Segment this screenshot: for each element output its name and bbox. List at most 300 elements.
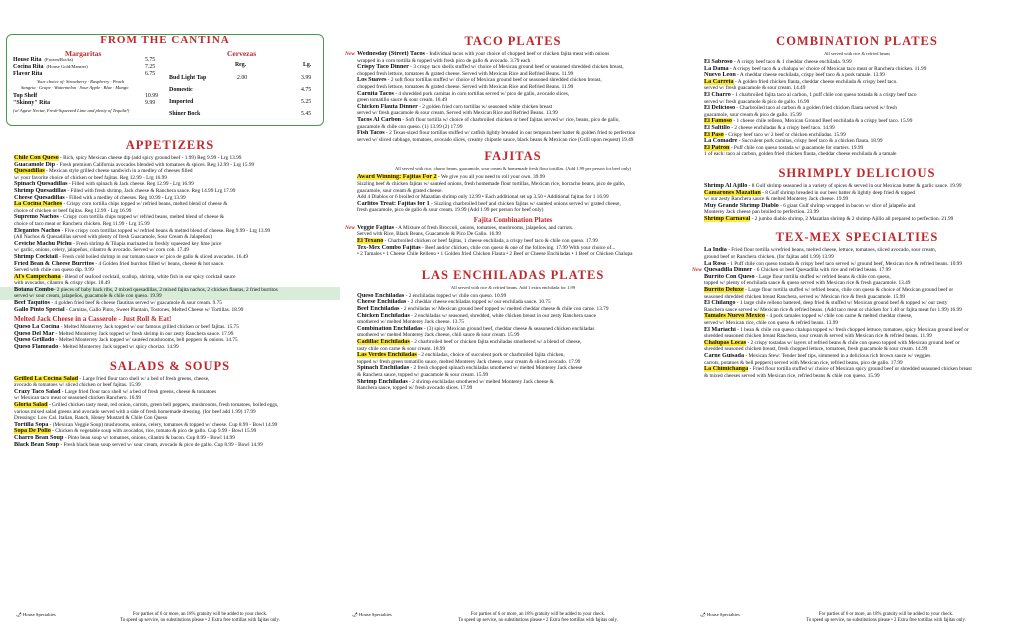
menu-item-continuation [343,137,683,144]
menu-item-continuation [690,280,1024,287]
menu-item [0,155,340,162]
item-desc: served w/ fresh guacamole & sour cream. Served with Mexican Rice and Refried Beans. 13.99 [357,110,558,117]
item-name: El Delicioso [704,105,736,112]
menu-item-continuation [690,320,1024,327]
item-desc: tasty chile con carne & sour cream. 18.99 [357,345,446,352]
item-desc: - A crispy beef taco & a chalupa w/ choice of Mexican taco meat or Ranchera chicken. 11.99 [729,65,927,72]
menu-item-continuation [0,175,340,182]
menu-item [0,324,340,331]
margarita-row [13,71,48,77]
item-name: Shrimp Carnaval [704,215,751,222]
item-desc: Dressings: Low Cal. Italian, Ranch, Honey Mustard & Chile Con Queso [14,415,168,422]
left-column [0,134,340,448]
item-desc: various mixed salad greens and avocado served with a side of fresh homemade dressing. (for beef add 1.99) 17.99 [14,408,256,415]
item-name: Quesadillas [14,168,45,175]
item-desc: - Fresh shrimp & Tilapia marinated in freshly squeezed key lime juice [73,240,222,247]
item-desc: served w/ sliced cabbage, tomatoes, avocado slices, creamy chipotle sauce, black beans & Mexican rice (Grill upon request) 19.49 [357,136,634,143]
item-name: Shrimp Quesadillas [14,187,67,194]
item-name: Al's Campechana [14,273,61,280]
item-name: Chicken Flauta Dinner [357,103,418,110]
item-name: La India [704,247,727,254]
item-desc: topped w/ plenty of enchilada sauce & queso served with Mexican rice & fresh guacamole. 13.49 [704,280,911,287]
item-name: Crazy Taco Salad [14,388,61,395]
menu-item [0,201,340,208]
item-desc: shredded seasoned chicken breast Ranchera, sour cream & served with Mexican rice & refried beans. 11.99 [704,333,932,340]
item-name: Tamales Nuevo Mexico [704,313,765,320]
menu-item [690,274,1024,281]
item-name: Sopa De Pollo [14,428,51,435]
menu-item-continuation [0,267,340,274]
footer-line1: For parties of 6 or more, an 18% gratuity will be added to your check. [818,612,954,617]
item-desc: - Fried flour tortilla w/refried beans, melted cheese, lettuce, tomatoes, sliced avocado, sour cream, [728,247,937,254]
item-desc: - 1 bean & chile con queso chalupa topped w/ fresh chopped lettuce, tomatoes, spicy Mexican ground beef or [737,326,969,333]
item-desc: - Fresh premium California avocados blended with tomatoes & spices. Reg 12.99 - Lrg 15.99 [56,161,255,168]
item-desc: 1 of each: taco al carbon, golden fried chicken flauta, cheddar cheese enchilada & a tamale [704,151,897,158]
menu-item-continuation [343,346,683,353]
item-desc: - Blend of seafood cocktail, scallop, shrimp, white fish in our spicy cocktail sauce [61,273,236,280]
item-desc: - 2 Texas-sized flour tortillas stuffed w/ catfish lightly breaded in our tempura beer batter & golden fried to perfection [386,130,636,137]
menu-item [0,422,340,429]
menu-item [0,274,340,281]
item-desc: - Large flour tortilla stuffed w/ refried beans & chile con queso, [755,273,891,280]
menu-item [343,64,683,71]
item-desc: - Filled with spinach & Jack cheese. Reg 12.99 - Lrg 16.99 [68,181,194,188]
menu-item-continuation [0,382,340,389]
right-column [690,30,1024,379]
footer-3 [756,612,1016,624]
cervezas-heading: Cervezas [227,49,257,58]
menu-item [0,337,340,344]
item-desc: - 1 charbroiled fajita taco al carbon, 1 puff chile con queso tostada & a crispy beef taco [732,91,917,98]
menu-item [690,183,1024,190]
item-desc: guacamole & chile con queso. (1) 13.99 (2) 17.99 [357,123,463,130]
menu-item [690,247,1024,254]
cerveza-lg-price: 5.25 [301,99,312,105]
menu-item-continuation [343,194,683,201]
item-desc: - 1 cheese chile relleno, Mexican Ground Beef enchilada & a crispy beef taco. 15.99 [733,118,913,125]
item-name: Ceviche Machu Pichu [14,240,72,247]
item-desc: - A Mixture of fresh Broccoli, onions, tomatoes, mushrooms, jalapeños, and carrots. [395,224,574,231]
lg-label: Lg. [303,62,312,68]
item-desc: - Puff chile con queso tostada w/ guacamole for starters. 19.99 [730,144,864,151]
item-desc: - 2 enchiladas w/ seasoned, shredded, white chicken breast in our zesty Ranchera sauce [411,312,596,319]
menu-item [690,66,1024,73]
menu-item [0,376,340,383]
item-name: El Paso [704,131,724,138]
menu-item [690,327,1024,334]
item-name: Grilled La Cocina Salad [14,375,79,382]
item-name: La Cocina Nachos [14,201,63,208]
item-desc: - Soft flour tortilla w/ choice of charbroiled chicken or beef fajitas served w/ rice, beans, pico de gallo, [402,116,620,123]
item-name: Las Verdes Enchiladas [357,352,417,359]
menu-item-continuation [343,319,683,326]
item-name: El Charro [704,91,731,98]
item-desc: - Crispy beef taco w/ 2 beef or chicken enchiladas. 15.99 [725,131,846,138]
item-desc: - Melted Monterrey Jack topped w/ our famous grilled chicken or beef fajitas. 15.75 [60,324,239,331]
item-desc: - 4 Golden fried burritos filled w/ beans, cheese & hot sauce. [95,260,225,267]
cerveza-reg-price: 2.00 [237,75,248,81]
item-desc: - Large fried flour taco shell w/ a bed of fresh greens, cheese, [79,375,210,382]
item-name: Tacos Al Carbon [357,116,402,123]
item-name: Carlitos Treat: Fajitas for 1 [357,200,430,207]
skinny-note: (w/ Agave Nectar, Fresh-Squeezed Lime and plenty of Tequila!) [13,108,130,113]
item-desc: - 6 giant Gulf shrimp wrapped in bacon w/ slice of jalapeño and [780,202,916,209]
item-name: Los Suaves [357,77,387,84]
item-desc: - 2 enchiladas, choice of succulent pork or charbroiled fajita chicken, [418,352,565,359]
item-name: Award Winning: Fajitas For 2 [357,174,437,181]
item-desc: - 2 shrimp enchiladas smothered w/ melted Monterey Jack cheese & [409,378,554,385]
botana-desc2: served w/ sour cream, jalapeños, guacamole & chile con queso. 19.99 [14,293,162,300]
item-name: Cheese Quesadillas [14,194,65,201]
item-desc: Served with chile con queso dip. 9.99 [14,267,94,274]
footer-logo-1 [16,612,56,617]
item-desc: with avocados, cilantro & crispy chips. 18.49 [14,280,111,287]
menu-item-continuation [343,58,683,65]
footer-line2: To speed up service, no substitutions please • 2 Extra free tortillas with fajitas only. [120,618,280,623]
item-desc: choice of taco meat or Ranchera chicken. Reg 11.99 - Lrg 15.99 [14,220,150,227]
menu-item [690,313,1024,320]
menu-item [343,293,683,300]
menu-item-continuation [690,209,1024,216]
menu-item-continuation [343,359,683,366]
menu-item [343,201,683,208]
menu-item [343,299,683,306]
item-desc: - Sizzling charbroiled beef and chicken fajitas w/ sautéed onions served w/ grated cheese, [431,200,621,207]
menu-item-continuation [343,207,683,214]
item-desc: - A golden fried chicken flauta, cheddar cheese enchilada & crispy beef taco. [734,78,898,85]
item-desc: - Mexican Stew: Tender beef tips, simmered in a delicious rich brown sauce w/ veggies [745,352,931,359]
item-desc: - Rich, spicy Mexican cheese dip (add spicy ground beef - 1.99) Reg 9.99 - Lrg 13.99 [60,155,242,161]
item-desc: smothered w/ melted Monterey Jack cheese. 13.75 [357,319,465,326]
menu-item [690,72,1024,79]
item-desc: served w/ fresh guacamole & sour cream. 14.49 [704,85,806,92]
footer-line1: For parties of 6 or more, an 18% gratuity will be added to your check. [132,612,268,617]
item-name: Wednesday (Street) Tacos [357,51,425,57]
item-name: El Texano [357,238,384,245]
item-desc: - We give you all you need to roll your own. 39.99 [437,174,545,181]
item-desc: - 2 fresh chopped spinach enchiladas smothered w/ melted Monterey Jack cheese [410,365,583,372]
menu-item-continuation [690,112,1024,119]
footer-2 [408,612,668,624]
item-desc: seasoned shredded chicken breast Ranchera, served w/ Mexican rice & fresh guacamole. 15.99 [704,293,906,300]
footer-line2: To speed up service, no substitutions please • 2 Extra free tortillas with fajitas only. [806,618,966,623]
item-name: Gloria Salad [14,402,48,408]
item-desc: - Succulent pork carnitas, crispy beef taco & a chicken flauta. 18.99 [738,138,883,145]
item-desc: • 2 Tamales • 1 Cheese Chile Relleno • 1 Golden fried Chicken Flauta • 2 Beef or Cheese Enchiladas • 1 Beef or Chicken Chalupa [357,251,633,258]
item-name: Chalupas Locas [704,339,747,346]
item-desc: - 3 crispy taco shells stuffed w/ choice of Mexican ground beef or seasoned shredded chicken breast, [410,64,624,71]
item-name: La Dama [704,65,729,72]
menu-item [343,365,683,372]
menu-item-continuation [343,385,683,392]
menu-item [690,190,1024,197]
menu-item [690,92,1024,99]
footer-line1: For parties of 6 or more, an 18% gratuity will be added to your check. [470,612,606,617]
menu-item [0,241,340,248]
pepper-icon: 🌶 [352,612,358,617]
item-desc: avocado & tomatoes w/ sliced chicken or beef fajitas. 15.99 [14,382,141,389]
new-badge: New [692,267,703,274]
cerveza-name: Imported [169,99,194,105]
item-name: Queso Grillado [14,337,55,344]
menu-item-continuation [690,307,1024,314]
menu-item-continuation [690,346,1024,353]
item-name: Burrito Con Queso [704,273,755,280]
item-name: El Saltillo [704,124,730,131]
menu-item [343,91,683,98]
item-desc: - Charbroiled chicken or beef fajitas, 1 cheese enchilada, a crispy beef taco & chile con queso. 17.99 [384,238,598,245]
item-desc: - 2 enchiladas topped w/ chile con queso. 10.99 [405,292,507,299]
item-desc: carrots, potatoes & bell peppers) served with Mexican rice, refried beans, pico de gallo. 17.99 [704,359,903,366]
footer-logo-3 [700,612,740,617]
item-desc: shredded seasoned chicken breast, fresh chopped lettuce, tomatoes, fresh guacamole & sour cream. 14.99 [704,346,928,353]
menu-item [0,442,340,449]
item-desc: - 2 cheese enchiladas & a crispy beef taco. 14.99 [731,124,835,131]
menu-item [343,174,683,181]
fajitas-title: FAJITAS [484,149,542,164]
menu-item-continuation [0,247,340,254]
menu-item-continuation [0,221,340,228]
cerveza-row [169,87,193,93]
footer-line2: To speed up service, no substitutions please • 2 Extra free tortillas with fajitas only. [458,618,618,623]
item-desc: - Filled with fresh shrimp, Jack cheese & Ranchera sauce. Reg 14.99 Lrg 17.99 [67,187,236,194]
menu-item-continuation [343,332,683,339]
item-desc: Sizzling beef & chicken fajitas w/ sautéed onions, fresh homemade flour tortillas, Mexican rice, borracho beans, pico de gallo, [357,180,626,187]
item-desc: - Fried flour tortilla stuffed w/ choice of Mexican spicy ground beef or shredded seasoned chicken breast [749,366,972,373]
menu-item [690,287,1024,294]
menu-item [0,214,340,221]
margarita-note: (House Gold/Marnier) [46,64,88,69]
item-desc: w/ garlic, onions, celery, jalapeños, cilantro & avocado. Served w/ corn cob. 17.49 [14,247,189,254]
menu-item-continuation [0,395,340,402]
item-desc: fresh guacamole, pico de gallo & sour cream. 19.99 (Add 1.99 per person for beef only) [357,207,544,214]
pepper-icon: 🌶 [16,612,22,617]
menu-item-continuation [343,372,683,379]
cerveza-name: Domestic [169,87,193,93]
item-name: Spinach Enchiladas [357,365,410,372]
item-desc: - Melted Monterrey Jack topped w/ sautéed mushrooms, bell peppers & onions. 14.75 [55,337,238,344]
flavors-note-2: Sangria · Grape · Watermelon · Sour Apple · Blue · Mango [21,85,129,90]
item-name: Queso Enchiladas [357,292,405,299]
item-desc: - 1 Puff chile con queso tostada & crispy beef taco served w/ ground beef, Mexican rice & refried beans. 10.99 [727,260,962,267]
item-name: Quesadilla Dinner [704,267,753,274]
item-desc: - A crispy beef taco & 1 cheddar cheese enchilada. 9.99 [733,59,852,65]
menu-item-continuation [690,151,1024,158]
item-name: Cheese Enchiladas [357,299,407,306]
menu-item [343,245,683,252]
item-desc: guacamole, sour cream & pico de gallo. 15.99 [704,111,802,118]
menu-item [0,188,340,195]
margarita-name: Cocina Rita [13,64,44,70]
item-desc: chopped fresh lettuce, tomatoes & grated cheese. Served with Mexican Rice and Refried Beans. 11.99 [357,70,574,77]
menu-item [343,238,683,245]
menu-item [690,216,1024,223]
item-desc: - 2 enchiladas w/ Mexican ground beef topped w/ melted cheddar cheese & chile con carne. 13.79 [400,306,609,313]
item-desc: - Fresh black bean soup served w/ sour cream, avocado & pico de gallo. Cup 8.99 - Bowl 14.99 [60,441,263,448]
item-desc: - Carnitas, Gallo Pinto, Sweet Plantain, Tostones, Melted Cheese w/ Tortillas. 18.99 [65,306,244,313]
item-desc: - 2 cheddar cheese enchiladas topped w/ our enchilada sauce. 10.75 [407,299,551,306]
menu-item [0,331,340,338]
item-desc: Ranchera sauce, topped w/ fresh avocado slices. 17.99 [357,385,473,392]
menu-item [690,261,1024,268]
item-name: Shrimp Al Ajillo [704,182,748,189]
margarita-name: Flavor Rita [13,71,43,77]
menu-item-continuation [343,251,683,258]
menu-item [690,145,1024,152]
item-name: Shrimp Enchiladas [357,378,408,385]
item-name: Guacamole Dip [14,161,56,168]
menu-item [343,51,683,58]
item-desc: - Individual tacos with your choice of chopped beef or chicken fajita meat with onions [426,51,610,57]
combination-sub: All served with rice & refried beans [823,51,891,56]
item-desc: - 4 shredded pork carnitas in corn tortillas served w/ pico de gallo, avocado slices, [395,90,570,97]
menu-item [0,195,340,202]
menu-item [343,352,683,359]
middle-column [343,30,683,392]
menu-item [690,125,1024,132]
menu-item [0,300,340,307]
menu-item [0,254,340,261]
margarita-price: 9.99 [145,100,156,106]
menu-item-continuation [343,110,683,117]
cerveza-name: Bud Light Tap [169,75,207,81]
item-name: Shrimp Cocktail [14,253,58,260]
item-desc: Add 4 Diablos or 6 broiled or Mazatlan shrimp only 12.99 • Each additional set up 3.50 • Additional fajitas for 1 16.99 [357,194,609,201]
new-badge: New [345,224,356,231]
item-name: Muy Grande Shrimp Diablo [704,202,779,209]
menu-item [0,435,340,442]
fajita-combo-heading: Fajita Combination Plates [473,215,553,224]
cerveza-row [169,99,193,105]
margarita-row [13,100,50,106]
item-desc: - Crispy corn tortilla chips topped w/ refried beans, melted blend of cheese & [60,214,224,221]
item-name: Crispy Taco Dinner [357,64,409,71]
item-name: El Sabroso [704,59,733,65]
menu-item [690,340,1024,347]
menu-item-continuation [690,333,1024,340]
menu-item [0,389,340,396]
item-name: Combination Enchiladas [357,325,423,332]
menu-item-continuation [690,360,1024,367]
item-desc: served w/ Mexican rice, chile con queso & refried beans. 13.99 [704,320,838,326]
menu-item-continuation [0,409,340,416]
menu-item [0,162,340,169]
item-desc: - 2 charbroiled beef or chicken fajita enchiladas smothered w/ a blend of cheese, [411,339,582,345]
item-desc: Monterey Jack cheese pan broiled to perfection. 23.99 [704,209,819,216]
menu-item-continuation [690,294,1024,301]
item-desc: - (3) spicy Mexican ground beef, cheddar cheese & seasoned chicken enchiladas [423,325,595,332]
menu-item-continuation [0,234,340,241]
item-name: El Patron [704,144,730,151]
item-name: Carne Guisada [704,352,745,359]
cantina-box [6,34,324,126]
item-desc: - Filled with a medley of cheeses. Reg 10.99 - Lrg 13.99 [66,194,186,201]
menu-item-continuation [0,415,340,422]
item-desc: Ranchera sauce served w/ Mexican rice & refried beans. (Add taco meat or chicken for 1.40 or fajita meat for 1.99) 16.99 [704,306,962,313]
item-desc: - 4 pork tamales topped w/ chile con carne & melted cheddar cheese, [766,313,913,320]
item-desc: w/ your favorite choice of chicken or beef fajitas. Reg 12.99 - Lrg 16.99 [14,174,167,181]
enchiladas-title: LAS ENCHILADAS PLATES [421,267,605,282]
item-desc: - Crispy corn tortilla chips topped w/ refried beans, melted blend of cheese & [63,201,228,208]
menu-item [0,168,340,175]
margarita-price: 5.75 [145,57,156,63]
item-desc: served w/ fresh guacamole & pico de gallo. 16.99 [704,98,810,105]
item-desc: - Charbroiled taco al carbon & a golden fried chicken flauta served w/ fresh [736,105,897,112]
item-desc: Served with Rice, Black Beans, Guacamole & Pico De Gallo. 16.99 [357,231,501,238]
menu-item [690,353,1024,360]
item-name: La Carreta [704,78,734,85]
item-name: Queso Del Mar [14,330,55,337]
item-desc: & mixed cheeses served with Mexican rice, refried beans & chile con queso. 15.99 [704,372,880,379]
item-desc: - A cheddar cheese enchilada, crispy beef taco & a pork tamale. 13.99 [737,72,885,79]
menu-item [0,228,340,235]
menu-item-continuation [343,181,683,188]
item-name: El Mariachi [704,326,736,333]
reg-label: Reg. [235,62,247,68]
margarita-row [13,93,37,99]
item-desc: - Melted Monterrey Jack topped w/ spicy chorizo. 14.99 [59,344,179,351]
menu-item [690,59,1024,66]
menu-item [343,313,683,320]
item-name: Beef Taquitos [14,300,50,307]
item-name: La Chimichanga [704,366,749,373]
item-name: Chile Con Queso [14,155,59,161]
cerveza-lg-price: 3.99 [301,75,312,81]
menu-item-continuation [343,97,683,104]
item-name: Spinach Quesadillas [14,181,68,188]
menu-item [0,261,340,268]
item-name: Tortilla Sopa [14,421,49,428]
margarita-name: "Skinny" Rita [13,100,51,106]
menu-item-continuation [0,208,340,215]
item-desc: chopped fresh lettuce, tomatoes & grated cheese. Served with Mexican Rice and Refried Beans. 11.99 [357,83,574,90]
item-desc: - Beef and/or chicken, chile con queso & one of the following. 17.99 With your choice of... [422,244,616,251]
menu-item [343,326,683,333]
item-name: La Comadre [704,138,738,145]
item-desc: choice of chicken or beef fajitas. Reg 12.99 - Lrg 16.99 [14,207,132,214]
casserole-heading: Melted Jack Cheese in a Casserole - Just Roll & Eat! [14,315,172,324]
footer-1 [70,612,330,624]
menu-item [690,300,1024,307]
item-desc: wrapped in a corn tortilla & topped with fresh pico de gallo & avocado. 3.79 each [357,57,531,64]
menu-item-continuation [343,71,683,78]
item-name: Black Bean Soup [14,441,60,448]
item-desc: - Melted Monterrey Jack topped w/ fresh shrimp in our zesty Ranchera sauce. 17.99 [55,330,234,337]
item-desc: - 8 Gulf shrimp breaded in our beer batter & lightly deep fried & topped [762,189,916,196]
item-desc: - Chicken & vegetable soup with avocados, rice, tomato & pico de gallo. Cup 9.99 - Bowl 15.99 [52,428,257,435]
texmex-title: TEX-MEX SPECIALTIES [775,230,939,245]
item-desc: - 8 Gulf shrimp seasoned in a variety of spices & served in our Mexican butter & garlic sauce. 19.99 [748,182,962,189]
menu-item-continuation [690,99,1024,106]
menu-item [0,181,340,188]
menu-item-continuation [690,254,1024,261]
item-desc: - 2 jumbo diablo shrimp, 2 Mazatlan shrimp & 2 shrimp Ajillo all prepared to perfection. 21.99 [751,215,954,222]
menu-item-continuation [343,84,683,91]
combination-title: COMBINATION PLATES [776,34,938,48]
margarita-price: 10.99 [145,93,159,99]
item-name: Camarones Mazatlan [704,189,761,196]
footer-logo-text: House Specialties [23,612,56,617]
item-desc: green tomatillo sauce & sour cream. 16.49 [357,97,448,104]
menu-item-continuation [690,373,1024,380]
item-desc: - 2 golden fried corn tortillas w/ seasoned white chicken breast [419,103,553,110]
item-name: Carnita Tacos [357,90,394,97]
item-name: Fried Bean & Cheese Burritos [14,260,95,267]
botana-name: Botana Combo [14,286,54,293]
appetizers-title: APPETIZERS [125,138,215,152]
item-name: Chicken Enchiladas [357,312,410,319]
menu-item [343,306,683,313]
